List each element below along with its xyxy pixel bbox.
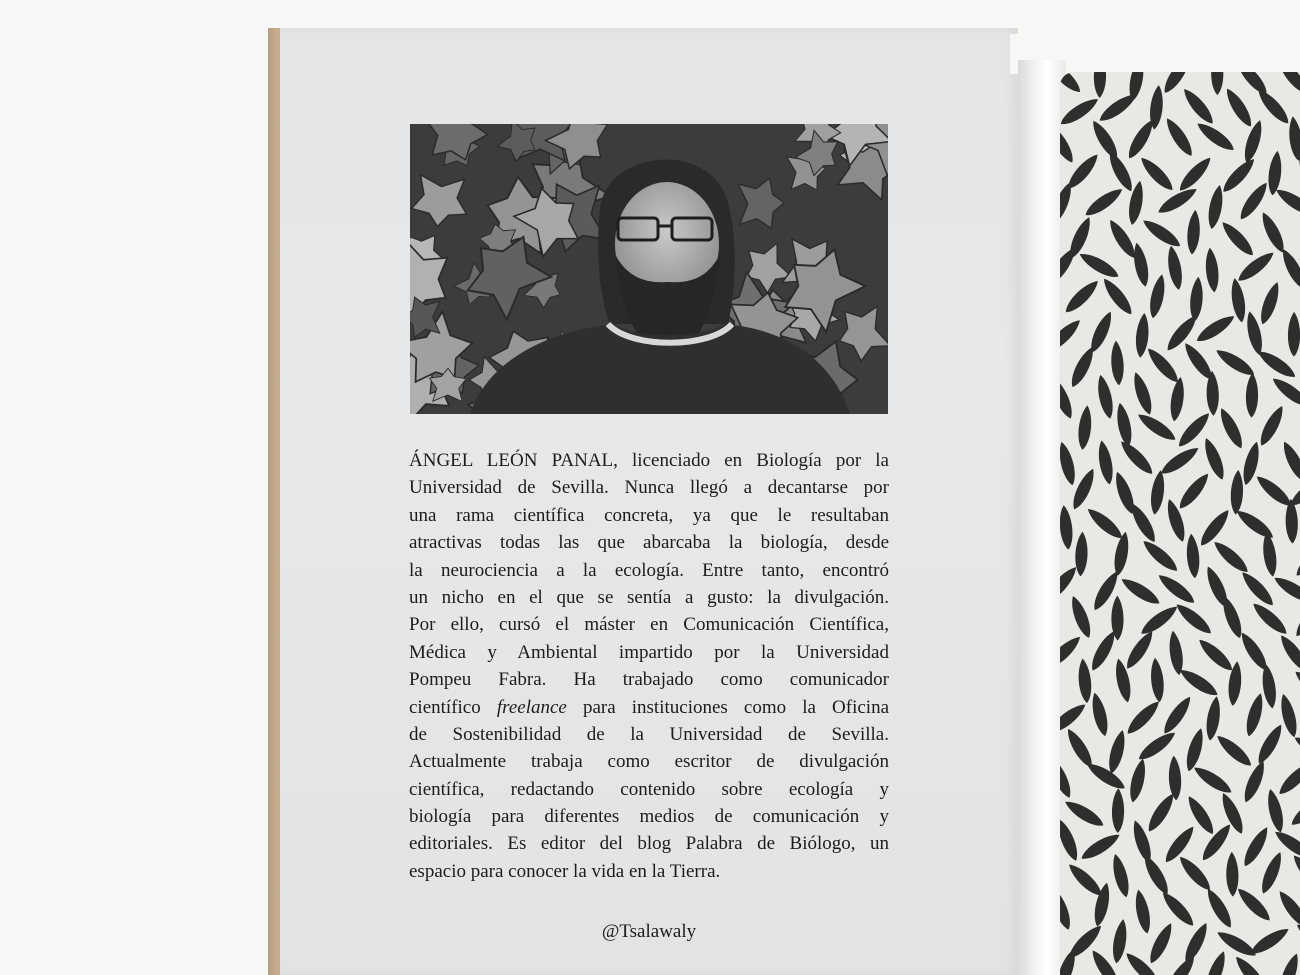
leaf-motif	[1132, 888, 1153, 934]
leaf-motif	[1094, 374, 1116, 420]
leaf-motif	[1094, 72, 1107, 98]
leaf-motif	[1232, 953, 1270, 975]
leaf-motif	[1185, 533, 1201, 579]
leaf-motif	[1127, 757, 1149, 803]
leaf-motif	[1140, 216, 1184, 251]
leaf-motif	[1194, 119, 1237, 155]
leaf-motif	[1264, 788, 1286, 834]
leaf-pattern-image	[1060, 72, 1300, 975]
leaf-motif	[1279, 439, 1300, 484]
bio-line: científica, redactando contenido sobre ecología y	[409, 778, 889, 800]
leaf-motif	[1271, 573, 1300, 607]
leaf-motif	[1110, 918, 1129, 964]
leaf-motif	[1110, 340, 1125, 386]
leaf-motif	[1168, 755, 1183, 800]
bio-line: ÁNGEL LEÓN PANAL, licenciado en Biología por la	[409, 450, 889, 471]
leaf-motif	[1089, 691, 1111, 737]
leaf-motif	[1158, 888, 1197, 929]
leaf-motif	[1235, 248, 1278, 285]
leaf-motif	[1189, 276, 1205, 322]
leaf-motif	[1168, 376, 1186, 422]
leaf-motif	[1258, 210, 1289, 256]
leaf-motif	[1292, 667, 1300, 705]
leaf-motif	[1167, 630, 1185, 676]
leaf-motif	[1134, 312, 1150, 358]
leaf-motif	[1160, 693, 1196, 737]
leaf-motif	[1060, 817, 1082, 863]
bio-line: Médica y Ambiental impartido por la Universidad	[409, 641, 889, 663]
leaf-motif	[1076, 405, 1093, 451]
bio-line: la neurociencia a la ecología. Entre tanto, encontró	[409, 559, 889, 581]
leaf-motif	[1163, 312, 1201, 354]
leaf-motif	[1213, 731, 1255, 770]
bio-line: biología para diferentes medios de comunicación y	[409, 806, 889, 828]
leaf-motif	[1213, 345, 1257, 379]
leaf-motif	[1195, 635, 1236, 674]
leaf-motif	[1112, 788, 1125, 833]
leaf-motif	[1202, 949, 1230, 975]
leaf-motif	[1149, 469, 1167, 515]
book-gutter	[1018, 60, 1066, 975]
leaf-motif	[1186, 209, 1202, 255]
leaf-motif	[1216, 406, 1247, 452]
leaf-motif	[1060, 886, 1074, 932]
leaf-motif	[1278, 246, 1300, 291]
leaf-motif	[1234, 884, 1274, 924]
leaf-motif	[1248, 924, 1292, 958]
leaf-motif	[1162, 115, 1197, 159]
leaf-motif	[1062, 277, 1103, 317]
leaf-motif	[1258, 850, 1286, 896]
leaf-motif	[1240, 824, 1273, 869]
bio-line: atractivas todas las que abarcaba la biología, desde	[409, 532, 889, 554]
leaf-motif	[1292, 597, 1300, 640]
leaf-motif	[1249, 599, 1290, 638]
author-biography	[409, 447, 889, 885]
leaf-motif	[1200, 436, 1228, 482]
leaf-motif	[1149, 657, 1166, 703]
leaf-motif	[1276, 951, 1300, 975]
leaf-motif	[1241, 118, 1266, 164]
leaf-motif	[1137, 154, 1177, 195]
leaf-motif	[1260, 663, 1279, 709]
leaf-motif	[1273, 185, 1300, 220]
leaf-motif	[1275, 888, 1300, 931]
leaf-motif	[1109, 852, 1132, 898]
leaf-motif	[1193, 311, 1237, 346]
leaf-motif	[1243, 692, 1267, 738]
leaf-motif	[1256, 403, 1288, 448]
leaf-motif	[1183, 727, 1207, 773]
leaf-motif	[1158, 443, 1202, 478]
bio-line: Actualmente trabaja como escritor de divulgación	[409, 751, 889, 773]
leaf-motif	[1060, 504, 1074, 550]
leaf-motif	[1261, 531, 1279, 577]
leaf-motif	[1288, 312, 1300, 357]
leaf-motif	[1123, 697, 1163, 738]
leaf-motif	[1210, 537, 1251, 576]
bio-line: una rama científica concreta, ya que le resultaban	[409, 504, 889, 526]
leaf-motif	[1095, 439, 1115, 485]
leaf-motif	[1181, 920, 1212, 965]
leaf-motif	[1230, 470, 1245, 515]
leaf-motif	[1060, 121, 1077, 166]
leaf-motif	[1204, 695, 1223, 741]
leaf-motif	[1292, 733, 1300, 766]
leaf-motif	[1105, 729, 1128, 775]
leaf-motif	[1155, 570, 1198, 607]
bio-line-freelance	[409, 694, 889, 721]
bio-line: editoriales. Es editor del blog Palabra de Biólogo, un	[409, 833, 889, 855]
leaf-motif	[1191, 763, 1235, 798]
bio-line: de Sostenibilidad de la Universidad de Sevilla.	[409, 723, 889, 745]
leaf-motif	[1060, 755, 1075, 801]
leaf-motif	[1067, 594, 1094, 640]
leaf-motif	[1074, 531, 1088, 576]
freelance-italic: freelance	[496, 696, 567, 718]
bio-line-prefix: científico	[409, 696, 481, 718]
leaf-motif	[1096, 90, 1140, 126]
leaf-motif	[1211, 72, 1223, 95]
leaf-motif	[1060, 316, 1084, 356]
leaf-motif	[1226, 852, 1239, 897]
leaf-motif	[1218, 218, 1257, 259]
bio-line-rest: para instituciones como la Oficina	[582, 696, 890, 718]
leaf-motif	[1082, 184, 1126, 220]
leaf-motif	[1077, 658, 1093, 704]
leaf-motif	[1287, 116, 1300, 162]
leaf-motif	[1175, 853, 1214, 894]
leaf-motif	[1084, 504, 1126, 542]
leaf-motif	[1062, 797, 1106, 831]
leaf-motif	[1240, 759, 1269, 805]
leaf-motif	[1179, 85, 1217, 127]
leaf-motif	[1293, 920, 1300, 957]
leaf-motif	[1292, 540, 1300, 580]
leaf-motif	[1139, 537, 1181, 576]
leaf-motif	[1245, 373, 1258, 418]
leaf-motif	[1175, 154, 1214, 195]
leaf-motif	[1285, 499, 1299, 544]
leaf-motif	[1112, 531, 1132, 577]
leaf-motif	[1219, 155, 1259, 196]
leaf-motif	[1060, 700, 1089, 737]
leaf-motif	[1131, 242, 1152, 288]
leaf-motif	[1289, 852, 1300, 894]
leaf-motif	[1088, 118, 1122, 163]
leaf-motif	[1257, 280, 1283, 326]
leaf-motif	[1204, 247, 1221, 293]
leaf-motif	[1254, 722, 1287, 767]
leaf-motif	[1266, 150, 1283, 196]
leaf-motif	[1118, 574, 1162, 608]
leaf-motif	[1077, 249, 1122, 282]
leaf-motif	[1144, 791, 1178, 835]
leaf-motif	[1144, 344, 1183, 386]
leaf-motif	[1146, 920, 1177, 966]
endpaper-pattern	[1060, 72, 1300, 975]
leaf-motif	[1060, 440, 1078, 486]
leaf-motif	[1276, 632, 1300, 675]
leaf-motif	[1165, 245, 1185, 291]
bio-line: un nicho en el que se sentía a gusto: la divulgación.	[409, 586, 889, 608]
leaf-motif	[1155, 184, 1200, 218]
bio-line: Pompeu Fabra. Ha trabajado como comunicador	[409, 669, 889, 691]
leaf-motif	[1099, 275, 1136, 318]
leaf-motif	[1122, 628, 1157, 672]
bio-line: espacio para conocer la vida en la Tierra.	[409, 860, 721, 882]
leaf-motif	[1274, 72, 1300, 97]
leaf-motif	[1173, 600, 1215, 638]
author-handle: @Tsalawaly	[601, 921, 697, 942]
leaf-motif	[1175, 470, 1213, 512]
leaf-motif	[1161, 823, 1198, 866]
leaf-motif	[1269, 374, 1300, 411]
leaf-motif	[1275, 758, 1300, 798]
bio-line: Por ello, cursó el máster en Comunicación Científica,	[409, 614, 889, 636]
leaf-motif	[1060, 72, 1084, 96]
leaf-motif	[1130, 370, 1156, 416]
leaf-motif	[1117, 437, 1157, 478]
leaf-motif	[1063, 726, 1097, 771]
leaf-motif	[1147, 273, 1168, 319]
author-photo	[410, 124, 888, 414]
bio-line: Universidad de Sevilla. Nunca llegó a decantarse por	[409, 477, 889, 499]
leaf-motif	[1177, 665, 1221, 700]
leaf-motif	[1222, 85, 1256, 129]
leaf-motif	[1114, 402, 1135, 448]
leaf-motif	[1288, 792, 1300, 830]
